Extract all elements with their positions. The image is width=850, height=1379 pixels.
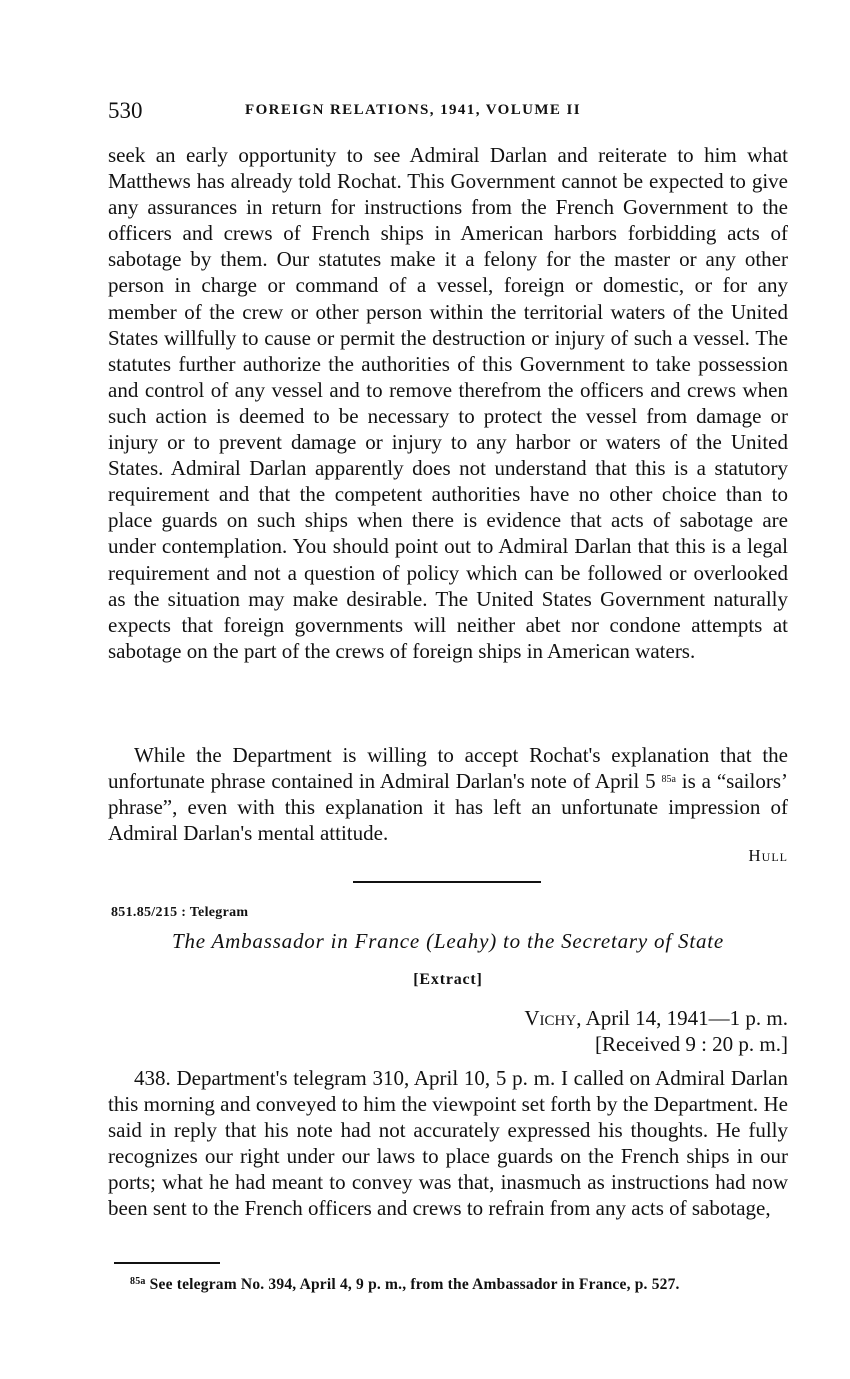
section-divider [353, 881, 541, 883]
footnote-divider [114, 1262, 220, 1264]
signature: Hull [748, 846, 788, 865]
footnote [130, 1276, 680, 1294]
body-paragraph-3: 438. Department's telegram 310, April 10, 5 p. m. I called on Admiral Darlan this morning and conveyed to him the viewpoint set forth by the Department. He said in reply that his note had not accurately expressed his thoughts. He fully recognizes our right under our laws to place guards on the French ships in our ports; what he had meant to convey was that, inasmuch as instructions had now been sent to the French officers and crews to refrain from any acts of sabotage, [108, 1066, 788, 1221]
body-paragraph-1: seek an early opportunity to see Admiral Darlan and reiterate to him what Matthews has already told Rochat. This Government cannot be expected to give any assurances in return for instructions from the French Government to the officers and crews of French ships in American harbors forbidding acts of sabotage by them. Our statutes make it a felony for the master or any other person in charge or command of a vessel, foreign or domestic, or for any member of the crew or other person within the territorial waters of the United States willfully to cause or permit the destruction or injury of such a vessel. The statutes further authorize the authorities of this Government to take possession and control of any vessel and to remove therefrom the officers and crews when such action is deemed to be necessary to protect the vessel from damage or injury or to prevent damage or injury to any harbor or waters of the United States. Admiral Darlan apparently does not understand that this is a statutory requirement and that the competent authorities have no other choice than to place guards on such ships when there is evidence that acts of sabotage are under contemplation. You should point out to Admiral Darlan that this is a legal requirement and not a question of policy which can be followed or overlooked as the situation may make desirable. The United States Government naturally expects that foreign governments will neither abet nor condone attempts at sabotage on the part of the crews of foreign ships in American waters. [108, 143, 788, 663]
document-id: 851.85/215 : Telegram [111, 905, 249, 920]
dateline [524, 1005, 788, 1057]
document-title: The Ambassador in France (Leahy) to the Secretary of State [171, 929, 725, 953]
dateline-date: , April 14, 1941—1 p. m. [576, 1006, 788, 1030]
footnote-text: See telegram No. 394, April 4, 9 p. m., from the Ambassador in France, p. 527. [145, 1276, 680, 1293]
extract-note: [Extract] [413, 971, 483, 988]
footnote-reference[interactable]: 85a [661, 774, 676, 786]
body-paragraph-2 [108, 742, 788, 846]
footnote-marker: 85a [130, 1276, 146, 1287]
page-number: 530 [108, 98, 143, 123]
paragraph-2-text-b: is a “sailors’ phrase”, even with this explanation it has left an unfortunate impression of Admiral Darlan's mental attitude. [108, 769, 788, 846]
running-title: FOREIGN RELATIONS, 1941, VOLUME II [245, 102, 581, 118]
dateline-received: [Received 9 : 20 p. m.] [594, 1032, 788, 1056]
paragraph-2-text-a: While the Department is willing to accept Rochat's explanation that the unfortunate phrase contained in Admiral Darlan's note of April 5 [108, 743, 788, 794]
dateline-place: Vichy [524, 1006, 577, 1030]
dateline-sent [524, 1005, 788, 1031]
page-header [108, 98, 788, 132]
